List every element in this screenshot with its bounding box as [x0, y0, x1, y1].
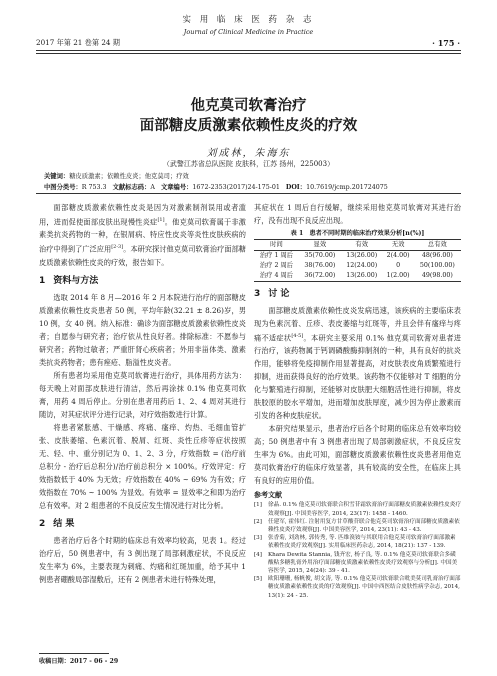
left-column	[39, 201, 246, 586]
table-row	[254, 261, 461, 271]
clc-value: R 753.3	[81, 184, 107, 191]
reference-item	[254, 501, 461, 517]
results-paragraph: 患者治疗后各个时期的临床总有效率均较高，见表 1。经过治疗后，50 例患者中，有 3 例出现了局部刺激症状，不良反应发生率为 6%，主要表现为刺痛、灼痛和红斑加重，给予其中 1 例患者硼酸局部湿敷后，还有 2 例患者未进行特殊处理，	[39, 535, 246, 584]
intro-paragraph	[39, 201, 246, 269]
reference-number: [3]	[254, 535, 262, 542]
table-header-cell: 无效	[391, 241, 405, 248]
results-continued: 其症状在 1 周后自行缓解，继续采用他克莫司软膏对其进行治疗，没有出现不良反应出现。	[254, 203, 461, 225]
reference-number: [1]	[254, 502, 262, 509]
doi-value: 10.7619/jcmp.201724075	[306, 184, 388, 191]
section-number: 3	[254, 289, 261, 299]
section-heading-discussion	[254, 287, 461, 301]
keywords-label: 关键词：	[44, 173, 70, 180]
methods-paragraph-2: 所有患者均采用他克莫司软膏进行治疗，具体用药方法为：每天晚上对面部皮肤进行清洁，然后再涂抹 0.1% 他克莫司软膏，用药 4 周后停止。分别在患者用药后 1、2、4 周对其进行随访，对其症状评分进行记录，对疗效指数进行计算。	[39, 370, 246, 419]
table-caption: 表 1 患者不同时期的临床治疗效果分析[n(%)]	[290, 230, 425, 237]
clc-label: 中图分类号：	[44, 184, 82, 191]
article-no-value: 1672-2353(2017)24-175-01	[192, 184, 280, 191]
right-column	[254, 201, 461, 600]
classification-line	[44, 182, 388, 191]
reference-item	[254, 575, 461, 600]
methods-paragraph-3: 将患者紧胀感、干燥感、疼痛、瘙痒、灼热、毛细血管扩张、皮肤萎缩、色素沉着、脱屑、红斑、炎性丘疹等症状按照无、轻、中、重分别记为 0、1、2、3 分，疗效指数 = (治疗前总积分 - 治疗后总积分)/治疗前总积分 × 100%。疗效评定：疗效指数低于 40% 为无效；疗效指数在 40% ~ 69% 为有效；疗效指数在 70% ~ 100% 为显效。有效率 = 显效率之和即为治疗总有效率。对 2 组患者的不良反应发生情况进行对比分析。	[39, 422, 246, 510]
section-title: 结 果	[53, 518, 75, 529]
article-title-line2: 面部糖皮质激素依赖性皮炎的疗效	[139, 118, 358, 134]
discussion-text-2: 。本研究主要采用 0.1% 他克莫司软膏对患者进行治疗，该药物属于钙调磷酸酶抑制剂的一种，具有良好的抗炎作用，能够将免疫抑制作用显著提高，对皮肤表皮角质繁殖进行抑制，进而获得良好的治疗效果。该药物不仅能够对 T 细胞的分化与繁殖进行抑制，还能够对皮肤肥大细胞活性进行抑制，将皮肤胶原的胶水平增加，进而增加皮肤厚度，减少因为停止激素而引发的各种皮肤症状。	[254, 333, 461, 421]
table-cell: 1(2.00)	[386, 272, 410, 279]
results-table	[254, 239, 461, 282]
section-heading-methods	[39, 274, 246, 288]
doi-label: DOI：	[285, 184, 307, 191]
page-header	[0, 0, 497, 60]
discussion-paragraph-2: 本研究结果显示，患者治疗后各个时期的临床总有效率均较高；50 例患者中有 3 例患者出现了局部刺激症状，不良反应发生率为 6%。由此可知，面部糖皮质激素依赖性皮炎患者用他克莫司软膏治疗的临床疗效显著，具有较高的安全性，在临床上具有良好的应用价值。	[254, 424, 461, 486]
table-cell: 36(72.00)	[304, 272, 336, 279]
discussion-text: 面部糖皮质激素依赖性皮炎发病迅速，该疾病的主要临床表现为色素沉着、丘疹、表皮萎缩与红斑等，并且会伴有瘙痒与疼痛不适症状	[254, 306, 461, 343]
reference-number: [4]	[254, 551, 262, 558]
table-row	[254, 251, 461, 262]
table-cell: 50(100.00)	[419, 262, 455, 269]
table-header-cell: 有效	[355, 241, 368, 248]
table-cell: 0	[396, 262, 401, 269]
meta-rule	[36, 193, 461, 194]
reference-number: [2]	[254, 518, 262, 525]
table-cell: 13(26.00)	[346, 252, 378, 259]
received-date: 收稿日期：2017 - 06 - 29	[39, 658, 119, 665]
reference-item	[254, 534, 461, 550]
header-rule	[36, 50, 461, 51]
table-header-row	[254, 240, 461, 251]
table-cell: 2(4.00)	[386, 252, 410, 259]
reference-item	[254, 518, 461, 534]
citation: [1]	[157, 217, 165, 223]
table-cell: 48(96.00)	[421, 252, 453, 259]
table-header-cell: 总有效	[427, 241, 447, 248]
reference-item	[254, 551, 461, 576]
methods-paragraph-1: 选取 2014 年 8 月—2016 年 2 月本院进行治疗的面部糖皮质激素依赖性皮炎患者 50 例，平均年龄(32.21 ± 8.26)岁，男 10 例，女 40 例。纳入标准：确诊为面部糖皮质激素依赖性皮炎者；自愿参与研究者；治疗依从性良好者。排除标准：不愿参与研究者；药物过敏者；严重肝肾心疾病者；外用非甾体类、激素类抗炎药物者；患有痤疮、脂溢性皮炎者。	[39, 292, 246, 367]
discussion-paragraph-1	[254, 304, 461, 422]
intro-text-3: 。本研究探讨他克莫司软膏治疗面部糖皮质激素依赖性皮炎的疗效，报告如下。	[39, 244, 246, 267]
reference-number: [5]	[254, 576, 262, 583]
table-cell: 35(70.00)	[304, 252, 336, 259]
table-header-cell: 时间	[270, 241, 283, 248]
journal-name-cn: 实 用 临 床 医 药 杂 志	[182, 15, 315, 25]
table-cell: 13(26.00)	[346, 272, 378, 279]
table-row	[254, 271, 461, 282]
keywords-line	[44, 171, 189, 180]
reference-text: 徐晶. 0.1% 他克莫司软膏联合积雪苷霜软膏治疗面部糖皮质激素依赖性皮炎疗效观察[J]. 中国美容医学, 2014, 23(17): 1458 - 1460.	[268, 502, 461, 517]
citation: [4-5]	[291, 333, 304, 339]
reference-text: 任建军, 霍伟红. 注射用复方甘草酸苷联合他克莫司软膏治疗面部糖皮质激素依赖性皮炎疗效观察[J]. 中国美容医学, 2014, 23(11): 43 - 43.	[268, 518, 460, 533]
references-title: 参考文献	[254, 491, 282, 500]
citation: [2-3]	[111, 244, 124, 251]
article-title-line1: 他克莫司软膏治疗	[190, 98, 307, 114]
table-cell: 49(98.00)	[421, 272, 453, 279]
header-rule-thin	[36, 53, 461, 54]
journal-name	[160, 13, 337, 36]
article-no-label: 文章编号：	[160, 184, 193, 191]
intro-text: 面部糖皮质激素依赖性皮炎是因为对激素制剂误用或者滥用，进而促使面部皮肤出现慢性炎症	[39, 203, 246, 227]
section-heading-results	[39, 517, 246, 531]
section-title: 资料与方法	[53, 275, 99, 286]
doc-code-label: 文献标志码：	[112, 184, 151, 191]
reference-text: 张香菊, 刘劲林, 郭传秀, 等. 匹维溴铵与其联用合他克莫司软膏治疗面部激素依赖性皮炎疗效观察[J]. 实用临床医药杂志, 2014, 18(21): 137 - 139.	[268, 535, 456, 550]
doc-code-value: A	[150, 184, 155, 191]
section-number: 2	[39, 518, 46, 529]
page-number: · 175 ·	[432, 38, 460, 48]
keywords: 糖皮质激素；依赖性皮炎；他克莫司；疗效	[69, 173, 189, 180]
table-cell: 12(24.00)	[346, 262, 378, 269]
reference-text: 欧阳珊珊, 杨帆俊, 胡文涛, 等. 0.1% 他克莫司软膏联合吡美莫司乳膏治疗面部糖皮质激素依赖性皮炎的疗效观察[J]. 中国中西医结合皮肤性病学杂志, 2014, 13(1): 24 - 25.	[268, 576, 461, 599]
section-title: 讨 论	[268, 289, 290, 299]
table-cell: 治疗 1 周后	[259, 252, 294, 259]
issue-info: 2017 年第 21 卷第 24 期	[36, 38, 120, 47]
table-cell: 治疗 4 周后	[259, 272, 294, 279]
journal-name-en: Journal of Clinical Medicine in Practice	[183, 28, 314, 36]
footer-rule	[39, 653, 109, 654]
article-affiliation: （武警江苏省总队医院 皮肤科，江苏 扬州，225003）	[162, 160, 335, 168]
reference-text: Khara Dewita Stannia, 钱齐宏, 杨子良, 等. 0.1% 他克莫司软膏联合多磺酸粘多糖乳膏外用治疗面部糖皮质激素依赖性皮炎疗效观察与分析[J]. 中国美容医学, 2015, 24(24): 39 - 41.	[268, 551, 458, 575]
table-cell: 38(76.00)	[304, 262, 336, 269]
table-header-cell: 显效	[313, 241, 327, 248]
table-cell: 治疗 2 周后	[259, 262, 294, 269]
article-authors: 刘成林，朱海东	[206, 148, 291, 159]
intro-text-2: 。他克莫司软膏属于非激素类抗炎药物的一种，在银屑病、特应性皮炎等炎性皮肤疾病的治疗中得到了广泛应用	[39, 217, 246, 254]
section-number: 1	[39, 275, 46, 286]
